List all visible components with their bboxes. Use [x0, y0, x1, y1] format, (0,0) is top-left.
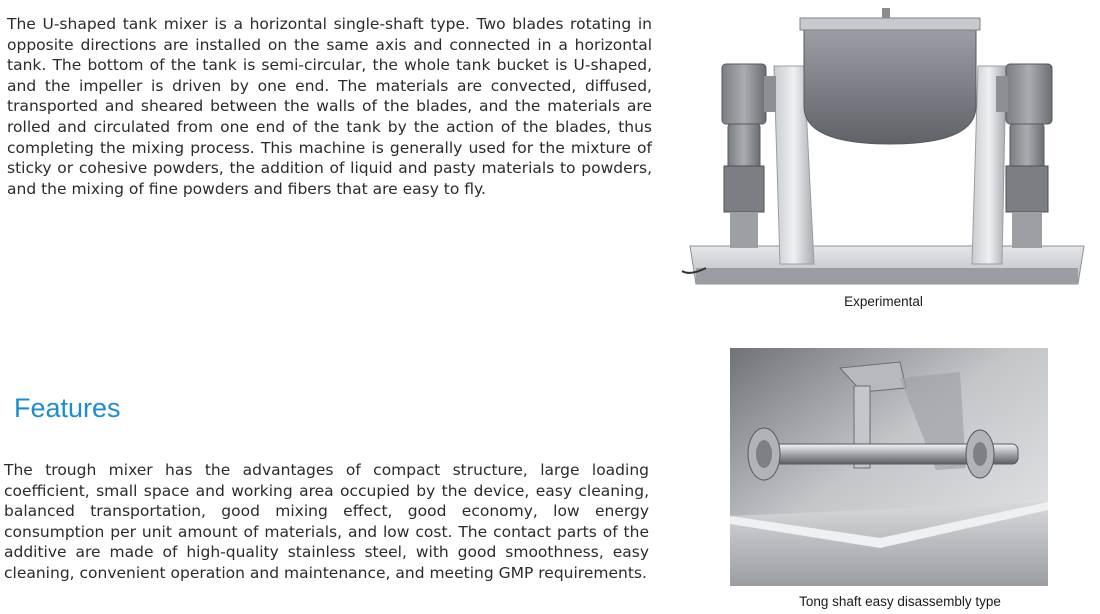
- tank-interior-shaft-photo: [730, 348, 1048, 586]
- u-tank-body: [804, 24, 976, 144]
- left-gear-motor: [722, 64, 766, 124]
- u-tank-mixer-photo: [676, 6, 1091, 291]
- features-heading: Features: [14, 393, 121, 423]
- figure-caption-shaft: Tong shaft easy disassembly type: [799, 594, 1001, 609]
- intro-paragraph: The U-shaped tank mixer is a horizontal single-shaft type. Two blades rotating in opposite directions are installed on the same axis and connected in a horizontal tank. The bottom of the tank is semi-circular, the whole tank bucket is U-shaped, and the impeller is driven by one end. The materials are convected, diffused, transported and sheared between the walls of the blades, and the materials are rolled and circulated from one end of the tank by the action of the blades, thus completing the mixing process. This machine is generally used for the mixture of sticky or cohesive powders, the addition of liquid and pasty materials to powders, and the mixing of fine powders and fibers that are easy to fly.: [7, 15, 652, 198]
- experimental-mixer-figure: [676, 6, 1091, 309]
- figure-caption-experimental: Experimental: [844, 294, 923, 309]
- right-gear-motor: [1006, 64, 1052, 124]
- features-paragraph: The trough mixer has the advantages of compact structure, large loading coefficient, small space and working area occupied by the device, easy cleaning, balanced transportation, good mixing effect, good economy, low energy consumption per unit amount of materials, and low cost. The contact parts of the additive are made of high-quality stainless steel, with good smoothness, easy cleaning, convenient operation and maintenance, and meeting GMP requirements.: [4, 461, 649, 582]
- shaft-disassembly-figure: [730, 348, 1048, 610]
